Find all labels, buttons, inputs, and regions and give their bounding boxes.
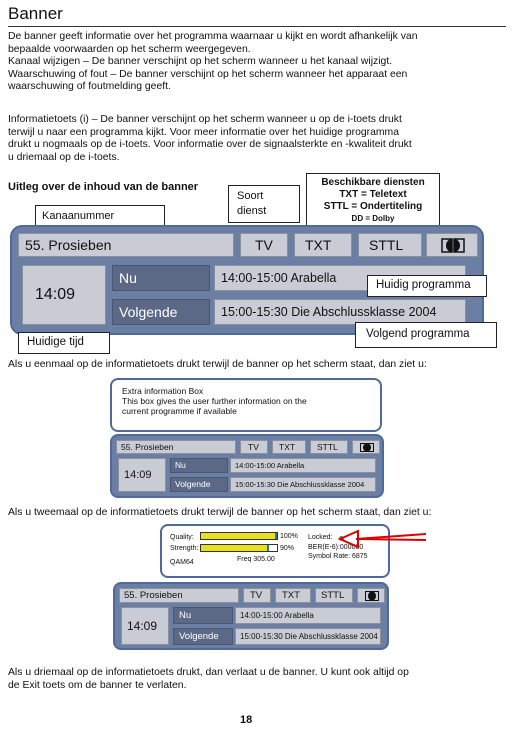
now-programme: 14:00-15:00 Arabella <box>235 461 305 470</box>
next-programme: 15:00-15:30 Die Abschlussklasse 2004 <box>240 632 378 641</box>
banner-small-2 <box>113 582 389 650</box>
now-label: Nu <box>175 460 186 470</box>
callout-text: DD = Dolby <box>351 214 395 223</box>
section-heading: Uitleg over de inhoud van de banner <box>8 181 199 193</box>
next-label: Volgende <box>119 304 178 320</box>
next-label-tile <box>173 628 233 645</box>
txt-label: TXT <box>305 237 332 253</box>
callout-text: Huidig programma <box>376 279 471 291</box>
now-label-tile <box>173 607 233 624</box>
intro-paragraph <box>8 31 504 94</box>
strength-label: Strength: <box>170 545 199 552</box>
sttl-label: STTL <box>321 590 345 601</box>
channel-tile <box>18 233 234 257</box>
dolby-tile <box>357 588 385 603</box>
callout-current-time <box>18 332 110 354</box>
locked-label: Locked: <box>308 534 333 541</box>
quality-bar-fill <box>201 533 277 539</box>
intro-line: De banner geeft informatie over het programma waarnaar u kijkt en wordt afhankelijk van <box>8 31 418 42</box>
info-box-line: This box gives the user further information on the <box>122 396 307 406</box>
quality-label: Quality: <box>170 534 194 541</box>
ber-label: BER(E-6):000000 <box>308 544 364 551</box>
tv-label: TV <box>250 590 263 601</box>
info-line: drukt u nogmaals op de i-toets. Voor informatie over de signaalsterkte en -kwaliteit drukt <box>8 139 412 151</box>
txt-tile <box>294 233 352 257</box>
tv-label: TV <box>248 442 259 452</box>
channel-name: 55. Prosieben <box>124 590 183 601</box>
channel-name: 55. Prosieben <box>25 237 112 253</box>
time-tile <box>22 265 106 325</box>
callout-text: TXT = Teletext <box>339 189 407 200</box>
dolby-tile <box>426 233 478 257</box>
now-label: Nu <box>179 610 192 621</box>
banner-small-1 <box>110 434 384 498</box>
once-paragraph: Als u eenmaal op de informatietoets drukt terwijl de banner op het scherm staat, dan ziet u: <box>8 359 427 370</box>
time-tile <box>121 607 169 645</box>
symbol-rate-label: Symbol Rate: 6875 <box>308 553 368 560</box>
txt-label: TXT <box>282 590 300 601</box>
channel-tile <box>116 440 236 454</box>
callout-available-services <box>306 173 440 228</box>
callout-text: Kanaanummer <box>42 210 115 222</box>
channel-name: 55. Prosieben <box>121 442 174 452</box>
now-programme-tile <box>230 458 376 473</box>
sttl-tile <box>358 233 422 257</box>
page-number: 18 <box>240 714 253 726</box>
next-programme-tile <box>235 628 381 645</box>
callout-service-type <box>228 185 300 223</box>
callout-next-programme <box>355 322 497 348</box>
now-programme: 14:00-15:00 Arabella <box>240 611 314 620</box>
now-label-tile <box>112 265 210 291</box>
next-label: Volgende <box>179 631 219 642</box>
title-divider <box>8 26 506 27</box>
intro-line: waarschuwing of foutmelding geeft. <box>8 81 171 93</box>
sttl-tile <box>315 588 353 603</box>
tv-tile <box>243 588 271 603</box>
outro-line: de Exit toets om de banner te verlaten. <box>8 679 187 691</box>
extra-info-box <box>110 378 382 432</box>
sttl-label: STTL <box>369 237 404 253</box>
info-box-line: Extra information Box <box>122 386 204 396</box>
info-key-paragraph <box>8 114 504 164</box>
sttl-tile <box>310 440 348 454</box>
tv-tile <box>240 440 268 454</box>
outro-line: Als u driemaal op de informatietoets drukt, dan verlaat u de banner. U kunt ook altijd op <box>8 667 409 678</box>
callout-text: dienst <box>237 205 267 217</box>
txt-label: TXT <box>279 442 296 452</box>
next-label-tile <box>112 299 210 325</box>
now-programme: 14:00-15:00 Arabella <box>221 271 337 285</box>
dolby-tile <box>352 440 380 454</box>
now-programme-tile <box>235 607 381 624</box>
now-label-tile <box>170 458 228 473</box>
next-programme: 15:00-15:30 Die Abschlussklasse 2004 <box>235 480 365 489</box>
intro-line: bepaalde voorwaarden op het scherm weergegeven. <box>8 43 251 55</box>
next-label-tile <box>170 477 228 492</box>
intro-line: Kanaal wijzigen – De banner verschijnt op het scherm wanneer u het kanaal wijzigt. <box>8 56 393 68</box>
intro-line: Waarschuwing of fout – De banner verschijnt op het scherm wanneer het apparaat een <box>8 68 408 80</box>
tv-tile <box>240 233 288 257</box>
dolby-icon <box>360 443 374 452</box>
current-time: 14:09 <box>35 286 76 303</box>
next-programme: 15:00-15:30 Die Abschlussklasse 2004 <box>221 305 437 319</box>
modulation-label: QAM64 <box>170 559 194 566</box>
current-time: 14:09 <box>124 469 152 481</box>
dolby-icon <box>441 238 465 253</box>
channel-tile <box>119 588 239 603</box>
txt-tile <box>275 588 311 603</box>
info-line: u driemaal op de i-toets. <box>8 151 120 163</box>
sttl-label: STTL <box>317 442 338 452</box>
outro-paragraph <box>8 667 504 692</box>
strength-bar-fill <box>201 545 269 551</box>
callout-text: STTL = Ondertiteling <box>323 201 423 212</box>
now-label: Nu <box>119 270 137 286</box>
strength-bar <box>200 544 278 552</box>
dolby-icon <box>365 591 379 601</box>
info-line: terwijl u naar een programma kijkt. Voor meer informatie over het huidige programma <box>8 126 399 138</box>
next-label: Volgende <box>175 479 211 489</box>
quality-value: 100% <box>280 533 298 540</box>
callout-text: Volgend programma <box>366 328 470 340</box>
twice-paragraph: Als u tweemaal op de informatietoets drukt terwijl de banner op het scherm staat, dan ziet u: <box>8 507 432 518</box>
next-programme-tile <box>230 477 376 492</box>
red-arrow-icon <box>334 528 430 550</box>
time-tile <box>118 458 166 492</box>
frequency-label: Freq 305.00 <box>237 556 275 563</box>
current-time: 14:09 <box>127 619 158 633</box>
callout-text: Beschikbare diensten <box>321 177 425 188</box>
quality-bar <box>200 532 278 540</box>
strength-value: 90% <box>280 545 295 552</box>
txt-tile <box>272 440 306 454</box>
tv-label: TV <box>255 237 273 253</box>
callout-current-programme <box>367 275 487 297</box>
callout-text: Soort <box>237 190 264 202</box>
info-line: Informatietoets (i) – De banner verschijnt op het scherm wanneer u op de i-toets drukt <box>8 114 402 125</box>
info-box-line: current programme if available <box>122 406 237 416</box>
callout-text: Huidige tijd <box>27 336 84 348</box>
page-title: Banner <box>8 4 63 23</box>
